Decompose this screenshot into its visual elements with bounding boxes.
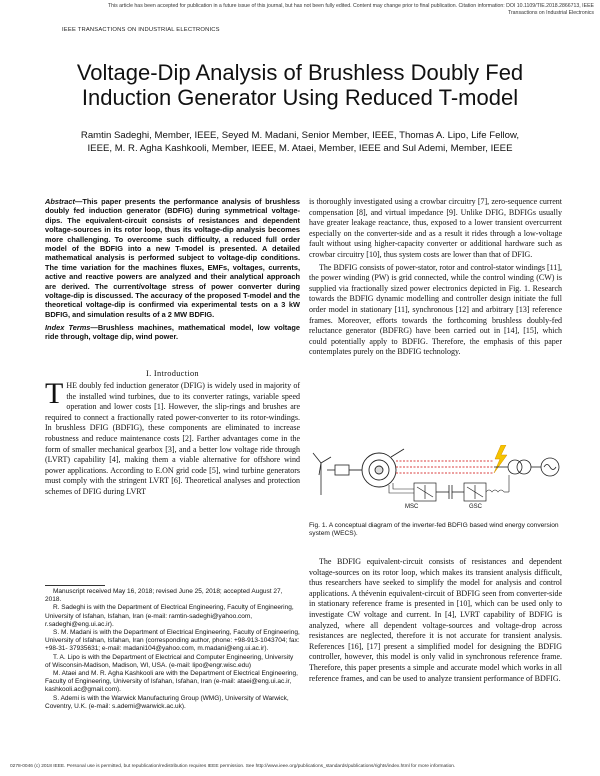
control-winding-lines	[389, 483, 414, 493]
footnote: R. Sadeghi is with the Department of Electrical Engineering, Faculty of Engineering, University of Isfahan, Isfahan, Iran (e-mail: ramtin-sadeghi@yahoo.com, r.sadeghi@eng.ui.ac.ir).	[45, 604, 294, 628]
title-line-2: Induction Generator Using Reduced T-model	[81, 85, 519, 110]
copyright-footer: 0278-0046 (c) 2018 IEEE. Personal use is permitted, but republication/redistribution requires IEEE permission. See http://www.ieee.org/publications_standards/publications/rights/index.html for more information.	[10, 764, 456, 769]
drop-cap: T	[45, 377, 64, 410]
footnote: M. Ataei and M. R. Agha Kashkooli are with the Department of Electrical Engineering, Faculty of Engineering, University of Isfahan, Isfahan, Iran (e-mail: ataei@eng.ui.ac.ir, kashkooli.ac@gmail.com).	[45, 670, 298, 694]
filter-inductor-icon	[486, 475, 509, 492]
paragraph: The BDFIG consists of power-stator, rotor and control-stator windings [11], the power winding (PW) is grid connected, while the control winding (CW) is supplied via fractionally sized power electronics depicted in Fig. 1. Research towards the BDFIG dynamic modelling and controller design initiate the full order model in stationary [11], synchronous [12] and arbitrary [13] reference frames. Moreover, efforts towards the forthcoming brushless doubly-fed reluctance generator (BDFRG) have been carried out in [14], [15], which could potentially apply to BDFIG. Therefore, the emphasis of this paper contemplates purely on the BDFIG technology.	[309, 262, 562, 357]
bdfig-machine-icon	[349, 449, 404, 487]
gsc-converter-icon	[464, 483, 486, 501]
introduction-text: HE doubly fed induction generator (DFIG) is widely used in majority of the installed wind turbines, due to its converter ratings, variable speed operation and lower costs [1]. However, the slip-rings and brushes are required to connect a fractionally rated power-converter to its rotor-windings. In brushless DFIG (BDFIG), these components are eliminated to increase robustness and reduce maintenance costs [2]. Farther advantages come in the form of smaller mechanical gearbox [3], and a better low voltage ride through (LVRT) capability [4], making them a viable alternative for offshore wind power applications. According to E.ON grid code [5], wind turbine generators must comply with the stringent LVRT [6]. Theoretical analyses and protection schemes of DFIG during LVRT	[45, 381, 300, 496]
footnote: S. M. Madani is with the Department of Electrical Engineering, Faculty of Engineering, University of Isfahan, Isfahan, Iran (corresponding author, phone: +98-913-1043704; fax: +98-31- 37935631; e-mail: madani104@yahoo.com, m.madani@eng.ui.ac.ir).	[45, 629, 300, 653]
index-terms-label: Index Terms—	[45, 323, 98, 332]
notice-line-2: Transactions on Industrial Electronics	[507, 10, 594, 16]
footnotes	[45, 585, 300, 711]
msc-converter-icon	[414, 483, 436, 501]
bdfig-wecs-diagram	[309, 445, 562, 515]
abstract	[45, 197, 300, 319]
gsc-label: GSC	[469, 504, 483, 510]
wind-turbine-icon	[313, 453, 331, 495]
abstract-text: This paper presents the performance analysis of brushless doubly fed induction generator (BDFIG) during symmetrical voltage-dips. The equivalent-circuit consists of resistances and dependent voltage-sources in its rotor loop, thus its voltage-dip analysis becomes more challenging. To overcome such difficulty, a reduced full order model of the BDFIG into a new T-model is presented. A detailed mathematical analysis is performed subject to voltage-dip conditions. The time variation for the machines fluxes, EMFs, voltages, currents, active and reactive powers are analyzed and their analytical approach are derived. The current/voltage stress of power converter during voltage-dip is discussed. The accuracy of the proposed T-model and the theoretical voltage-dip is confirmed via experimental tests on a 3 kW BDFIG, and simulation results of a 2 MW BDFIG.	[45, 197, 300, 319]
introduction-paragraph	[45, 377, 300, 498]
author-list	[50, 130, 550, 155]
authors-line-2: IEEE, M. R. Agha Kashkooli, Member, IEEE, M. Ataei, Member, IEEE and Sul Ademi, Member, IEEE	[87, 142, 513, 154]
index-terms-text: Brushless machines, mathematical model, low voltage ride through, voltage dip, wind power.	[45, 323, 300, 342]
paragraph: is thoroughly investigated using a crowbar circuitry [7], zero-sequence current compensation [8], and virtual impedance [9]. Unlike DFIG, BDFIGs usually have greater leakage reactance, thus, exposed to a lower transient overcurrent especially on the converter-side and as a result it rides through a low-voltage fault without using higher-capacity converter or additional hardware such as crowbar circuitry [10], thus system costs are lower than that of DFIG.	[309, 197, 562, 259]
msc-label: MSC	[405, 504, 419, 510]
right-column-paragraph: The BDFIG equivalent-circuit consists of resistances and dependent voltage-sources on its rotor loop, which makes its transient analysis difficult, thus researchers have seeked to simplify the model for analysis and control applications. A thévenin equivalent-circuit of BDFIG seen from converter-side in stationary reference frame is presented in [10], which can be used only to investigate CW voltage and current. In [4], LVRT capability of BDFIG is analyzed, where all dependent voltage-sources and voltage-drop across resistances are neglected, therefore it is not accurate for transient analysis. References [16], [17] present a simplified model for designing the BDFIG controller, however, this model is only valid in synchronous reference frame. Therefore, this paper presents a simple and accurate model which works in all reference frames, and can be used to analyze transient performance of BDFIG.	[309, 557, 562, 683]
right-column-text	[309, 197, 562, 358]
notice-line-1: This article has been accepted for publication in a future issue of this journal, but has not been fully edited. Content may change prior to final publication. Citation information: DOI 10.1109/TIE.2018.2866713, IEEE	[107, 3, 594, 9]
power-lines	[396, 461, 494, 473]
fault-lightning-icon	[494, 445, 507, 473]
title-line-1: Voltage-Dip Analysis of Brushless Doubly Fed	[76, 60, 524, 85]
footnote: T. A. Lipo is with the Department of Electrical and Computer Engineering, University of Wisconsin-Madison, Madison, WI, USA. (e-mail: lipo@engr.wisc.edu)	[45, 653, 294, 669]
dc-link-capacitor-icon	[436, 485, 464, 499]
publication-notice	[10, 3, 594, 17]
footnote: S. Ademi is with the Warwick Manufacturing Group (WMG), University of Warwick, Coventry, U.K. (e-mail: s.ademi@warwick.ac.uk).	[45, 694, 289, 710]
index-terms	[45, 323, 300, 342]
figure-caption: Fig. 1. A conceptual diagram of the inverter-fed BDFIG based wind energy conversion system (WECS).	[309, 522, 559, 538]
footnote: Manuscript received May 16, 2018; revised June 25, 2018; accepted August 27, 2018.	[45, 588, 283, 604]
section-heading-introduction: I. Introduction	[146, 369, 199, 378]
footnote-rule	[45, 585, 105, 586]
paper-title	[40, 60, 560, 110]
authors-line-1: Ramtin Sadeghi, Member, IEEE, Seyed M. Madani, Senior Member, IEEE, Thomas A. Lipo, Life Fellow,	[80, 130, 520, 141]
grid-source-icon	[531, 458, 559, 476]
gearbox-icon	[327, 465, 349, 475]
journal-name: IEEE TRANSACTIONS ON INDUSTRIAL ELECTRONICS	[62, 27, 220, 33]
abstract-label: Abstract—	[45, 197, 83, 206]
